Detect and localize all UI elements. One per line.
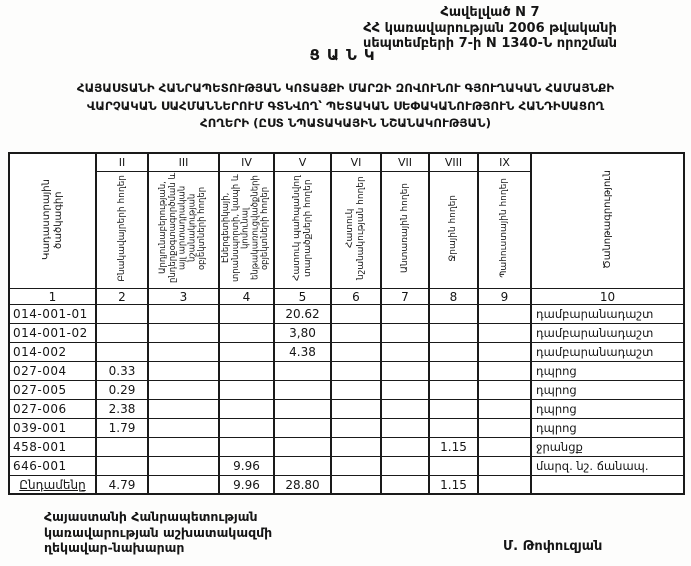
area-value-cell bbox=[331, 419, 381, 438]
cadastral-code-cell: 014-001-01 bbox=[9, 305, 96, 324]
area-value-cell bbox=[274, 457, 331, 476]
area-value-cell bbox=[96, 343, 148, 362]
area-value-cell bbox=[219, 438, 274, 457]
vertical-header-label: Անտառային հողեր bbox=[399, 183, 410, 273]
total-value-cell: 1.15 bbox=[429, 476, 478, 495]
area-value-cell: 20.62 bbox=[274, 305, 331, 324]
table-row bbox=[9, 400, 684, 419]
cadastral-code-cell: 027-006 bbox=[9, 400, 96, 419]
table-row bbox=[9, 343, 684, 362]
area-value-cell: 4.38 bbox=[274, 343, 331, 362]
vertical-header-label: Էներգետիկայի, տրանսպորտի, կապի և կոմունալ ենթակառուցվածքների օբյեկտների հողեր bbox=[221, 174, 271, 282]
area-value-cell bbox=[478, 419, 531, 438]
appendix-block bbox=[288, 5, 691, 52]
note-cell: դպրոց bbox=[531, 381, 684, 400]
table-row bbox=[9, 305, 684, 324]
header-cell-cadastral-code bbox=[9, 153, 96, 289]
total-value-cell bbox=[381, 476, 429, 495]
column-number: 6 bbox=[331, 289, 381, 305]
total-value-cell bbox=[478, 476, 531, 495]
area-value-cell bbox=[381, 343, 429, 362]
area-value-cell bbox=[148, 400, 219, 419]
header-cell-special-purpose-lands bbox=[331, 172, 381, 289]
header-cell-reserve-lands bbox=[478, 172, 531, 289]
subtitle-line: ՎԱՐՉԱԿԱՆ ՍԱՀՄԱՆՆԵՐՈՒՄ ԳՏՆՎՈՂ՝ ՊԵՏԱԿԱՆ ՍԵՓԱԿԱՆՈՒԹՅՈՒՆ ՀԱՆԴԻՍԱՑՈՂ bbox=[86, 98, 605, 113]
area-value-cell bbox=[219, 362, 274, 381]
vertical-header-label: Բնակավայրերի հողեր bbox=[116, 174, 127, 282]
area-value-cell: 1.79 bbox=[96, 419, 148, 438]
area-value-cell bbox=[381, 419, 429, 438]
total-value-cell: 9.96 bbox=[219, 476, 274, 495]
area-value-cell bbox=[331, 362, 381, 381]
header-cell-industrial-lands bbox=[148, 172, 219, 289]
area-value-cell bbox=[429, 324, 478, 343]
signatory-name: Մ. Թոփուզյան bbox=[503, 539, 603, 554]
appendix-line: ՀՀ կառավարության 2006 թվականի bbox=[363, 20, 617, 36]
column-number: 5 bbox=[274, 289, 331, 305]
column-number: 1 bbox=[9, 289, 96, 305]
area-value-cell bbox=[478, 457, 531, 476]
column-number: 9 bbox=[478, 289, 531, 305]
vertical-header-label: Հատուկ պահպանվող տարածքների հողեր bbox=[291, 175, 313, 281]
area-value-cell bbox=[219, 381, 274, 400]
table-row bbox=[9, 324, 684, 343]
column-number: 8 bbox=[429, 289, 478, 305]
table-row bbox=[9, 419, 684, 438]
total-value-cell: 28.80 bbox=[274, 476, 331, 495]
area-value-cell: 1.15 bbox=[429, 438, 478, 457]
area-value-cell bbox=[331, 343, 381, 362]
area-value-cell: 3,80 bbox=[274, 324, 331, 343]
note-cell: ջրանցք bbox=[531, 438, 684, 457]
area-value-cell bbox=[478, 324, 531, 343]
area-value-cell bbox=[478, 438, 531, 457]
appendix-line: Հավելված N 7 bbox=[440, 5, 540, 20]
cadastral-code-cell: 027-005 bbox=[9, 381, 96, 400]
table-row bbox=[9, 438, 684, 457]
total-value-cell bbox=[148, 476, 219, 495]
area-value-cell bbox=[331, 381, 381, 400]
area-value-cell bbox=[96, 305, 148, 324]
signatory-title-line: ղեկավար-նախարար bbox=[44, 540, 185, 556]
area-value-cell bbox=[96, 324, 148, 343]
roman-numeral: III bbox=[148, 153, 219, 172]
note-cell: դամբարանադաշտ bbox=[531, 305, 684, 324]
area-value-cell bbox=[148, 381, 219, 400]
area-value-cell bbox=[381, 305, 429, 324]
land-categories-table bbox=[8, 152, 685, 495]
appendix-line: սեպտեմբերի 7-ի N 1340-Ն որոշման bbox=[362, 36, 618, 52]
roman-numeral-row bbox=[9, 153, 684, 172]
area-value-cell bbox=[478, 362, 531, 381]
total-value-cell bbox=[531, 476, 684, 495]
area-value-cell bbox=[96, 457, 148, 476]
header-cell-forest-lands bbox=[381, 172, 429, 289]
area-value-cell bbox=[429, 305, 478, 324]
roman-numeral: IV bbox=[219, 153, 274, 172]
area-value-cell bbox=[274, 362, 331, 381]
area-value-cell bbox=[219, 324, 274, 343]
area-value-cell bbox=[478, 343, 531, 362]
vertical-header-label: Հատուկ նշանակության հողեր bbox=[345, 176, 366, 280]
table-body bbox=[9, 305, 684, 495]
area-value-cell bbox=[331, 457, 381, 476]
area-value-cell bbox=[274, 381, 331, 400]
vertical-header-label: Արդյունաբերության, ընդերքօգտագործման և այլ արտադրական նշանակության օբյեկտների հողեր bbox=[158, 172, 208, 284]
signatory-title-line: կառավարության աշխատակազմի bbox=[44, 524, 273, 540]
cadastral-code-cell: 646-001 bbox=[9, 457, 96, 476]
area-value-cell bbox=[148, 438, 219, 457]
area-value-cell bbox=[331, 438, 381, 457]
roman-numeral: VIII bbox=[429, 153, 478, 172]
column-number: 7 bbox=[381, 289, 429, 305]
area-value-cell bbox=[429, 381, 478, 400]
header-cell-water-lands bbox=[429, 172, 478, 289]
cadastral-code-cell: 027-004 bbox=[9, 362, 96, 381]
area-value-cell bbox=[429, 457, 478, 476]
area-value-cell bbox=[381, 324, 429, 343]
total-label-cell: Ընդամենը bbox=[9, 476, 96, 495]
roman-numeral: IX bbox=[478, 153, 531, 172]
subtitle-line: ՀԱՅԱՍՏԱՆԻ ՀԱՆՐԱՊԵՏՈՒԹՅԱՆ ԿՈՏԱՅՔԻ ՄԱՐԶԻ ԶՈՎՈՒՆՈՒ ԳՅՈՒՂԱԿԱՆ ՀԱՄԱՅՆՔԻ bbox=[76, 81, 615, 95]
area-value-cell bbox=[148, 457, 219, 476]
cadastral-code-cell: 014-002 bbox=[9, 343, 96, 362]
total-value-cell bbox=[331, 476, 381, 495]
area-value-cell bbox=[148, 305, 219, 324]
area-value-cell bbox=[429, 400, 478, 419]
area-value-cell bbox=[381, 381, 429, 400]
area-value-cell bbox=[219, 419, 274, 438]
header-cell-note bbox=[531, 153, 684, 289]
area-value-cell bbox=[478, 381, 531, 400]
cadastral-code-cell: 014-001-02 bbox=[9, 324, 96, 343]
note-cell: մարզ. նշ. ճանապ. bbox=[531, 457, 684, 476]
note-cell: դպրոց bbox=[531, 400, 684, 419]
column-number: 3 bbox=[148, 289, 219, 305]
document-title: ՑԱՆԿ bbox=[309, 46, 382, 64]
column-number: 10 bbox=[531, 289, 684, 305]
vertical-header-label: Ծանոթագրություն bbox=[601, 170, 613, 269]
area-value-cell bbox=[478, 305, 531, 324]
roman-numeral: II bbox=[96, 153, 148, 172]
area-value-cell bbox=[219, 400, 274, 419]
area-value-cell bbox=[331, 400, 381, 419]
table-row bbox=[9, 381, 684, 400]
total-value-cell: 4.79 bbox=[96, 476, 148, 495]
signatory-title-block bbox=[44, 509, 272, 556]
total-row bbox=[9, 476, 684, 495]
area-value-cell: 0.29 bbox=[96, 381, 148, 400]
area-value-cell bbox=[148, 362, 219, 381]
area-value-cell bbox=[331, 305, 381, 324]
area-value-cell bbox=[478, 400, 531, 419]
area-value-cell bbox=[429, 343, 478, 362]
area-value-cell bbox=[148, 343, 219, 362]
area-value-cell bbox=[429, 419, 478, 438]
signatory-title-line: Հայաստանի Հանրապետության bbox=[44, 509, 258, 524]
note-cell: դամբարանադաշտ bbox=[531, 343, 684, 362]
column-number: 2 bbox=[96, 289, 148, 305]
roman-numeral: VII bbox=[381, 153, 429, 172]
area-value-cell bbox=[219, 305, 274, 324]
note-cell: դամբարանադաշտ bbox=[531, 324, 684, 343]
vertical-header-label: Պահուստային հողեր bbox=[499, 178, 510, 278]
header-cell-protected-areas-lands bbox=[274, 172, 331, 289]
cadastral-code-cell: 458-001 bbox=[9, 438, 96, 457]
subtitle-line: ՀՈՂԵՐԻ (ԸՍՏ ՆՊԱՏԱԿԱՅԻՆ ՆՇԱՆԱԿՈՒԹՅԱՆ) bbox=[200, 116, 491, 131]
area-value-cell bbox=[274, 400, 331, 419]
area-value-cell bbox=[381, 457, 429, 476]
area-value-cell: 2.38 bbox=[96, 400, 148, 419]
area-value-cell bbox=[429, 362, 478, 381]
document-subtitle bbox=[8, 80, 683, 133]
area-value-cell bbox=[148, 419, 219, 438]
area-value-cell bbox=[381, 400, 429, 419]
header-cell-settlement-lands bbox=[96, 172, 148, 289]
area-value-cell bbox=[381, 362, 429, 381]
note-cell: դպրոց bbox=[531, 362, 684, 381]
area-value-cell bbox=[148, 324, 219, 343]
area-value-cell bbox=[219, 343, 274, 362]
cadastral-code-cell: 039-001 bbox=[9, 419, 96, 438]
column-number: 4 bbox=[219, 289, 274, 305]
column-number-row bbox=[9, 289, 684, 305]
header-cell-energy-transport-lands bbox=[219, 172, 274, 289]
area-value-cell: 9.96 bbox=[219, 457, 274, 476]
area-value-cell bbox=[381, 438, 429, 457]
area-value-cell: 0.33 bbox=[96, 362, 148, 381]
area-value-cell bbox=[96, 438, 148, 457]
area-value-cell bbox=[331, 324, 381, 343]
table-row bbox=[9, 457, 684, 476]
area-value-cell bbox=[274, 438, 331, 457]
area-value-cell bbox=[274, 419, 331, 438]
table-row bbox=[9, 362, 684, 381]
note-cell: դպրոց bbox=[531, 419, 684, 438]
roman-numeral: VI bbox=[331, 153, 381, 172]
roman-numeral: V bbox=[274, 153, 331, 172]
vertical-header-label: Ջրային հողեր bbox=[448, 194, 459, 262]
vertical-header-label: Կադաստրային ծածկագիր bbox=[40, 179, 64, 260]
